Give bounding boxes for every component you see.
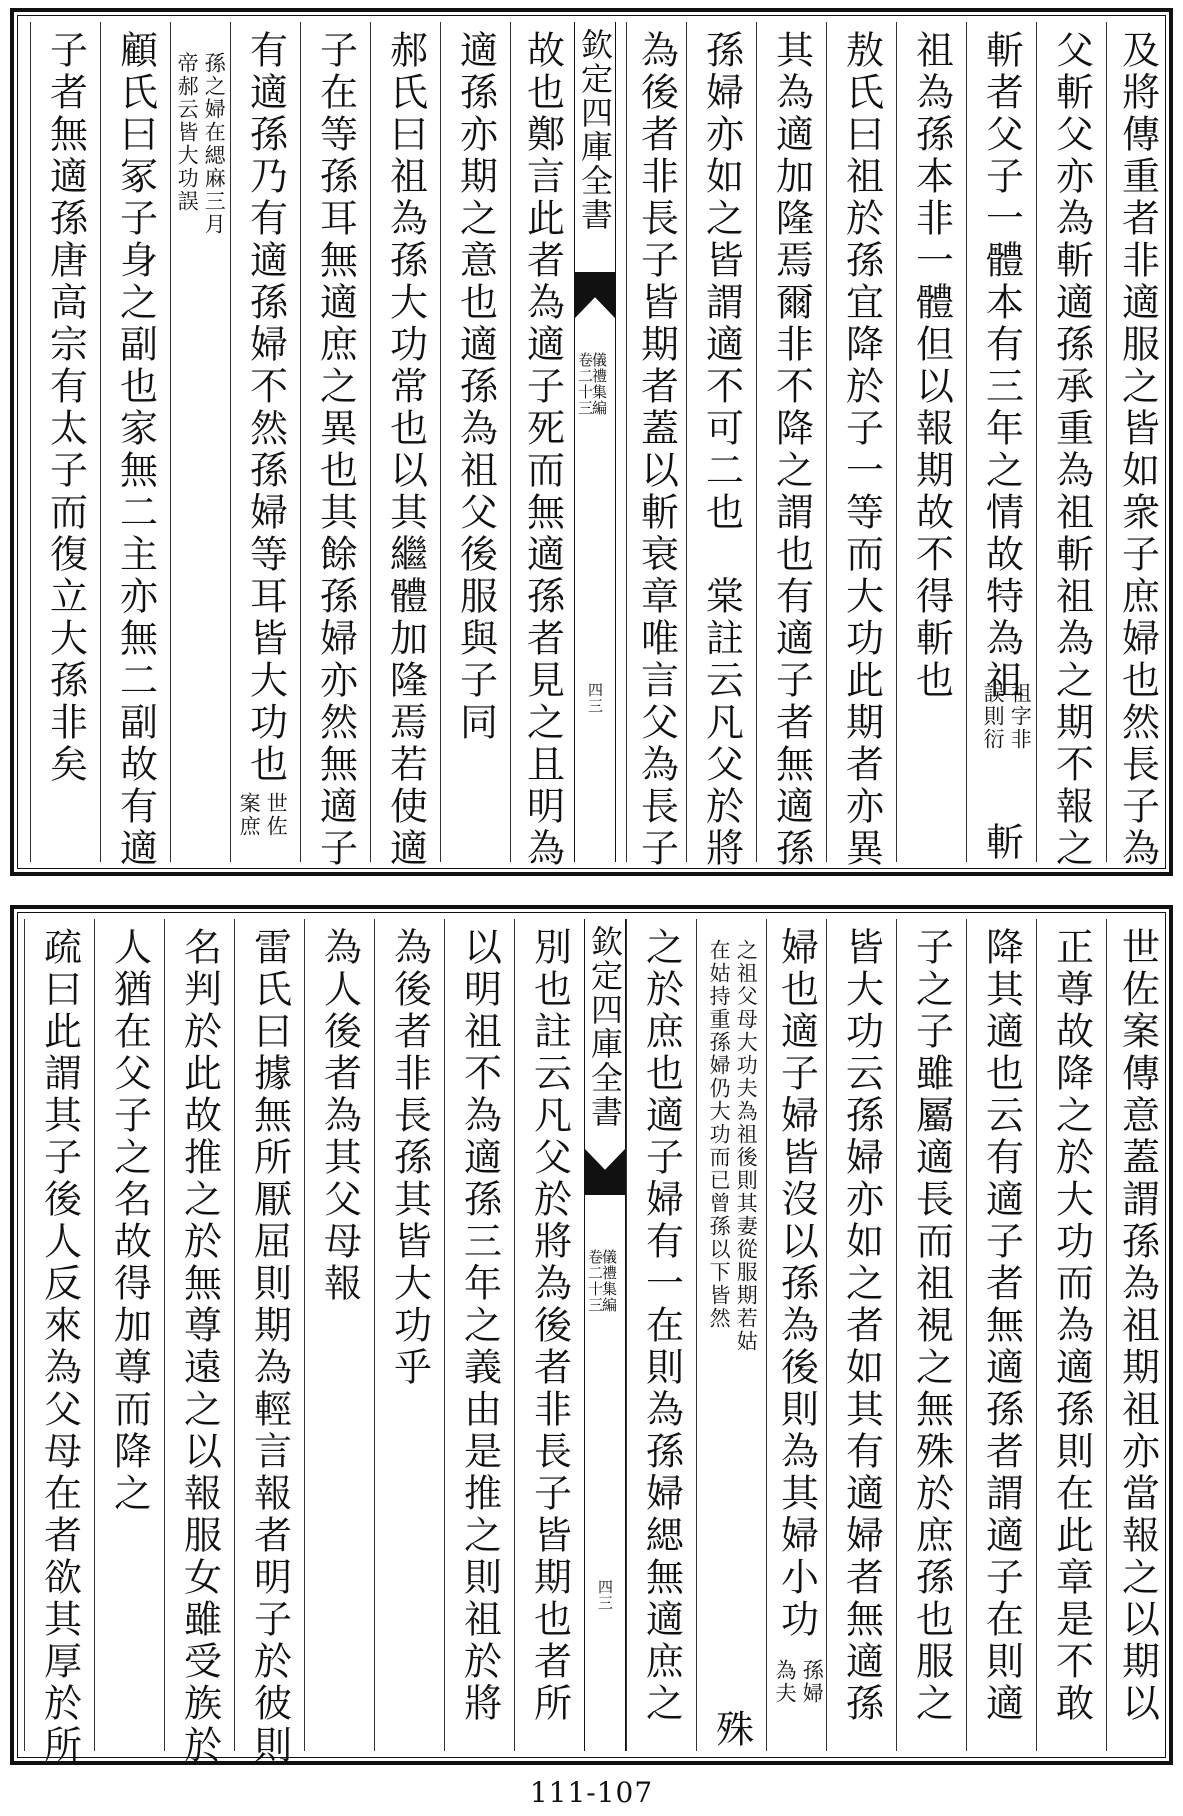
text-column bbox=[826, 22, 896, 870]
column-text: 顧氏曰冢子身之副也家無二主亦無二副故有適 bbox=[113, 30, 158, 870]
volume-label: 卷二十三 bbox=[576, 352, 594, 416]
text-column bbox=[440, 22, 510, 862]
column-text: 父斬父亦為斬適孫承重為祖斬祖為之期不報之 bbox=[1049, 30, 1094, 870]
column-text: 子者無適孫唐高宗有太子而復立大孫非矣 bbox=[43, 30, 88, 786]
text-column bbox=[30, 22, 100, 862]
text-column bbox=[100, 22, 170, 870]
text-column bbox=[370, 22, 440, 870]
column-text: 為人後者為其父母報 bbox=[317, 927, 362, 1305]
text-column bbox=[966, 919, 1036, 1751]
column-text: 孫婦亦如之皆謂適不可二也 棠註云凡父於將 bbox=[699, 30, 744, 870]
text-column bbox=[696, 919, 766, 1751]
text-column bbox=[510, 22, 574, 870]
book-title: 儀禮集編 bbox=[590, 352, 608, 416]
column-text: 雷氏曰據無所厭屈則期為輕言報者明子於彼則 bbox=[247, 927, 292, 1767]
inline-note bbox=[981, 682, 1031, 751]
text-column bbox=[896, 919, 966, 1751]
page-reference: 111-107 bbox=[529, 1776, 654, 1809]
inline-note bbox=[773, 1659, 823, 1705]
text-column bbox=[1106, 22, 1168, 870]
volume-label: 卷二十三 bbox=[586, 1249, 604, 1313]
column-text: 子在等孫耳無適庶之異也其餘孫婦亦然無適子 bbox=[313, 30, 358, 870]
note-text: 誤則衍 bbox=[981, 682, 1006, 751]
column-text: 降其適也云有適子者無適孫者謂適子在則適 bbox=[979, 927, 1024, 1725]
page-block-top bbox=[10, 8, 1173, 876]
text-column bbox=[164, 919, 234, 1767]
column-text: 斬 bbox=[979, 822, 1024, 864]
text-column bbox=[24, 919, 94, 1767]
text-column bbox=[230, 22, 300, 862]
page-block-bottom bbox=[10, 905, 1173, 1765]
leaf-number: 四三 bbox=[596, 1579, 614, 1611]
text-column bbox=[1036, 22, 1106, 870]
center-fold bbox=[574, 22, 616, 862]
fish-tail-mark bbox=[575, 272, 615, 318]
fish-tail-mark bbox=[585, 1149, 625, 1195]
note-text: 之祖父母大功夫為祖後則其妻從服期若姑 bbox=[734, 939, 759, 1353]
text-column bbox=[826, 919, 896, 1751]
text-column bbox=[766, 919, 826, 1751]
note-text: 世佐 bbox=[264, 792, 289, 838]
series-title: 欽定四庫全書 bbox=[576, 28, 614, 232]
text-column bbox=[966, 22, 1036, 862]
book-title: 儀禮集編 bbox=[600, 1249, 618, 1313]
text-column bbox=[1106, 919, 1168, 1751]
column-text: 世佐案傳意蓋謂孫為祖期祖亦當報之以期以 bbox=[1115, 927, 1160, 1725]
column-text: 皆大功云孫婦亦如之者如其有適婦者無適孫 bbox=[839, 927, 884, 1725]
column-text: 敖氏曰祖於孫宜降於子一等而大功此期者亦異 bbox=[839, 30, 884, 870]
note-text: 帝郝云皆大功誤 bbox=[175, 52, 200, 213]
text-column bbox=[896, 22, 966, 862]
column-text: 之於庶也適子婦有一在則為孫婦緦無適庶之 bbox=[639, 927, 684, 1725]
column-text: 及將傳重者非適服之皆如衆子庶婦也然長子為 bbox=[1115, 30, 1160, 870]
note-text: 案庶 bbox=[237, 792, 262, 838]
text-column bbox=[626, 919, 696, 1751]
inline-note bbox=[175, 52, 225, 236]
note-text: 孫婦 bbox=[800, 1659, 825, 1705]
text-column bbox=[94, 919, 164, 1751]
inline-note bbox=[237, 792, 287, 838]
column-text: 有適孫乃有適孫婦不然孫婦等耳皆大功也 bbox=[243, 30, 288, 786]
column-text: 名判於此故推之於無尊遠之以報服女雖受族於 bbox=[177, 927, 222, 1767]
column-text: 婦也適子婦皆沒以孫為後則為其婦小功 bbox=[774, 927, 819, 1641]
column-text: 祖為孫本非一體但以報期故不得斬也 bbox=[909, 30, 954, 702]
column-text: 別也註云凡父於將為後者非長子皆期也者所 bbox=[527, 927, 572, 1725]
text-column bbox=[374, 919, 444, 1751]
column-text: 殊 bbox=[709, 1709, 754, 1751]
text-column bbox=[1036, 919, 1106, 1751]
text-column bbox=[686, 22, 756, 870]
text-column bbox=[234, 919, 304, 1767]
column-text: 人猶在父子之名故得加尊而降之 bbox=[107, 927, 152, 1515]
column-text: 疏曰此謂其子後人反來為父母在者欲其厚於所 bbox=[37, 927, 82, 1767]
text-column bbox=[304, 919, 374, 1751]
column-text: 郝氏曰祖為孫大功常也以其繼體加隆焉若使適 bbox=[383, 30, 428, 870]
text-column bbox=[626, 22, 686, 870]
column-text: 子之子雖屬適長而祖視之無殊於庶孫也服之 bbox=[909, 927, 954, 1725]
note-text: 孫之婦在緦麻三月 bbox=[202, 52, 227, 236]
column-text: 為後者非長子皆期者蓋以斬衰章唯言父為長子 bbox=[634, 30, 679, 870]
series-title: 欽定四庫全書 bbox=[586, 925, 624, 1129]
inline-note bbox=[707, 939, 757, 1353]
column-text: 適孫亦期之意也適孫為祖父後服與子同 bbox=[453, 30, 498, 744]
note-text: 在姑持重孫婦仍大功而已曾孫以下皆然 bbox=[707, 939, 732, 1330]
column-text: 斬者父子一體本有三年之情故特為祖 bbox=[979, 30, 1024, 702]
text-column bbox=[756, 22, 826, 870]
note-text: 為夫 bbox=[773, 1659, 798, 1705]
text-column bbox=[300, 22, 370, 870]
text-column bbox=[514, 919, 584, 1751]
column-text: 故也鄭言此者為適子死而無適孫者見之且明為 bbox=[520, 30, 565, 870]
text-column bbox=[444, 919, 514, 1751]
column-text: 以明祖不為適孫三年之義由是推之則祖於將 bbox=[457, 927, 502, 1725]
column-text: 其為適加隆焉爾非不降之謂也有適子者無適孫 bbox=[769, 30, 814, 870]
column-text: 正尊故降之於大功而為適孫則在此章是不敢 bbox=[1049, 927, 1094, 1725]
text-column bbox=[170, 22, 230, 862]
leaf-number: 四三 bbox=[586, 682, 604, 714]
column-text: 為後者非長孫其皆大功乎 bbox=[387, 927, 432, 1389]
note-text: 祖字非 bbox=[1008, 682, 1033, 751]
center-fold bbox=[584, 919, 626, 1751]
